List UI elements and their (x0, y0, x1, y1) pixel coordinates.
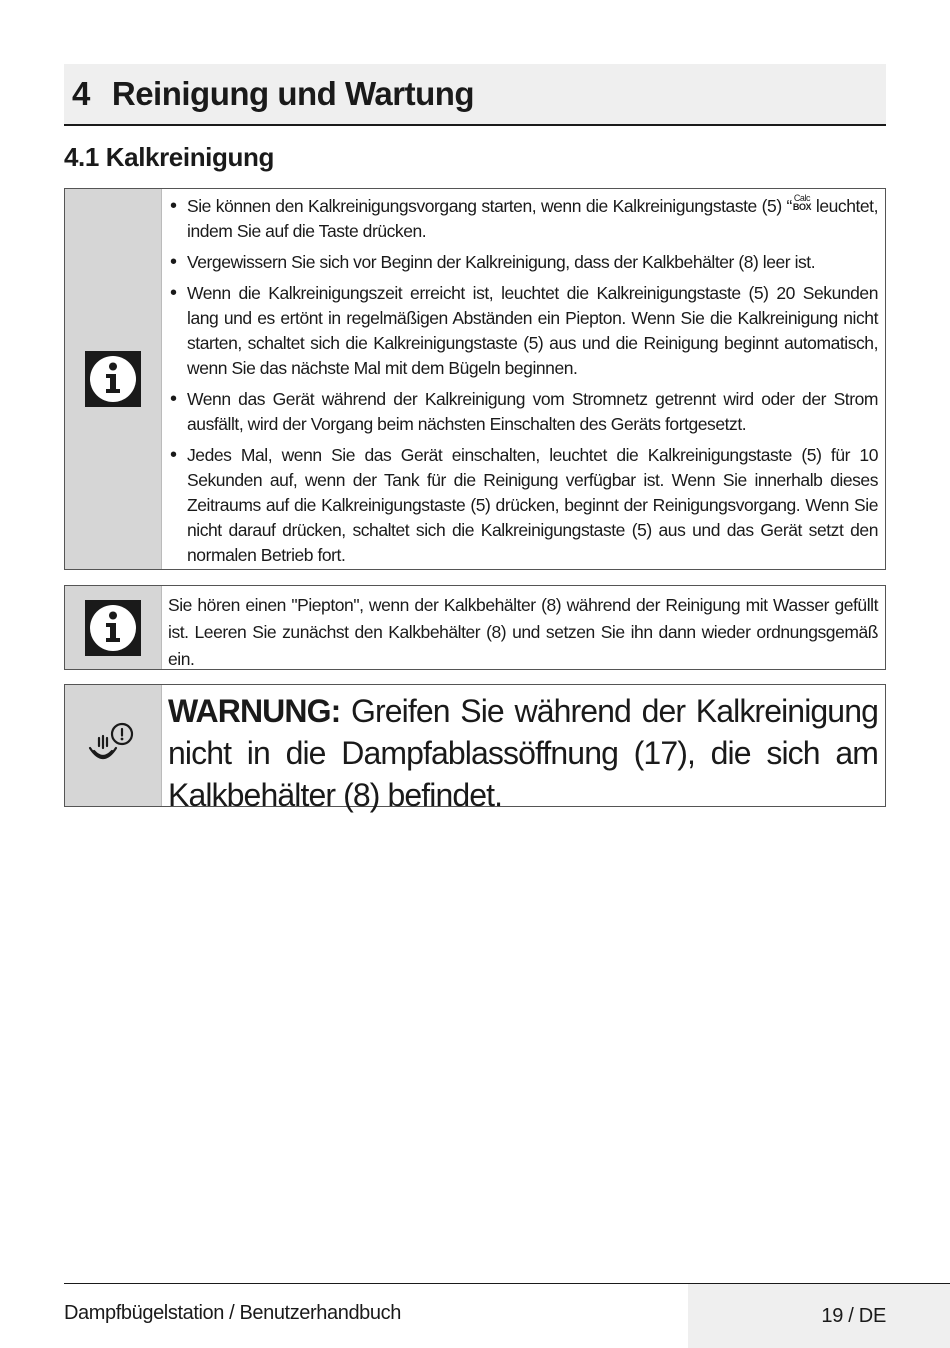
note-text: Sie hören einen "Piepton", wenn der Kalkbehälter (8) während der Reinigung mit Wasser gefüllt ist. Leeren Sie zunächst den Kalkbehälter (8) und setzen Sie ihn dann wieder ordnungsgemäß ein. (168, 595, 878, 669)
list-item: • Jedes Mal, wenn Sie das Gerät einschalten, leuchtet die Kalkreinigungstaste (5) für 10 Sekunden auf, wenn der Tank für die Reinigung verfügbar ist. Wenn Sie innerhalb dieses Zeitraums auf die Kalkreinigungstaste (5) drücken, beginnt der Reinigungsvorgang. Wenn Sie nicht darauf drücken, schaltet sich die Kalkreinigungstaste (5) aus und das Gerät setzt den normalen Betrieb fort. (168, 443, 878, 568)
info-bullet-list (168, 194, 878, 568)
info-icon (85, 600, 141, 656)
info-box-content (162, 189, 885, 569)
footer-title: Dampfbügelstation / Benutzerhandbuch (64, 1302, 401, 1324)
chapter-title: Reinigung und Wartung (111, 75, 475, 112)
chapter-heading (64, 64, 886, 126)
page-number: 19 / DE (821, 1304, 886, 1327)
list-item: • Wenn die Kalkreinigungszeit erreicht ist, leuchtet die Kalkreinigungstaste (5) 20 Sekunden lang und es ertönt in regelmäßigen Abständen ein Piepton. Wenn Sie die Kalkreinigung nicht starten, schaltet sich die Kalkreinigungstaste (5) aus und die Reinigung beginnt automatisch, wenn Sie das nächste Mal mit dem Bügeln beginnen. (168, 281, 878, 381)
warning-box (64, 684, 886, 813)
calc-box-icon: Calc BOX (792, 193, 812, 212)
info-icon (85, 351, 141, 407)
list-item: • Wenn das Gerät während der Kalkreinigung vom Stromnetz getrennt wird oder der Strom ausfällt, wird der Vorgang beim nächsten Einschalten des Geräts fortgesetzt. (168, 387, 878, 437)
list-item: • Vergewissern Sie sich vor Beginn der Kalkreinigung, dass der Kalkbehälter (8) leer ist. (168, 250, 878, 275)
warning-body: Greifen Sie während der Kalkreinigung nicht in die Dampfablassöffnung (17), die sich am Kalkbehälter (8) befindet. (168, 693, 878, 813)
warning-box-icon-cell (65, 685, 162, 806)
info-box-icon-cell (65, 189, 162, 569)
steam-warning-icon (84, 721, 142, 771)
list-item: • Sie können den Kalkreinigungsvorgang starten, wenn die Kalkreinigungstaste (5) “ Calc BOX leuchtet, indem Sie auf die Taste drücken. (168, 194, 878, 244)
note-box (64, 585, 886, 670)
warning-text (168, 690, 878, 816)
footer-page-number-cell (688, 1284, 950, 1348)
note-box-icon-cell (65, 586, 162, 669)
note-box-content (162, 586, 885, 669)
warning-label: WARNUNG: (168, 693, 341, 729)
info-box (64, 188, 886, 570)
chapter-number: 4 (72, 75, 90, 112)
warning-box-content (162, 685, 885, 813)
section-title: 4.1 Kalkreinigung (64, 142, 274, 172)
